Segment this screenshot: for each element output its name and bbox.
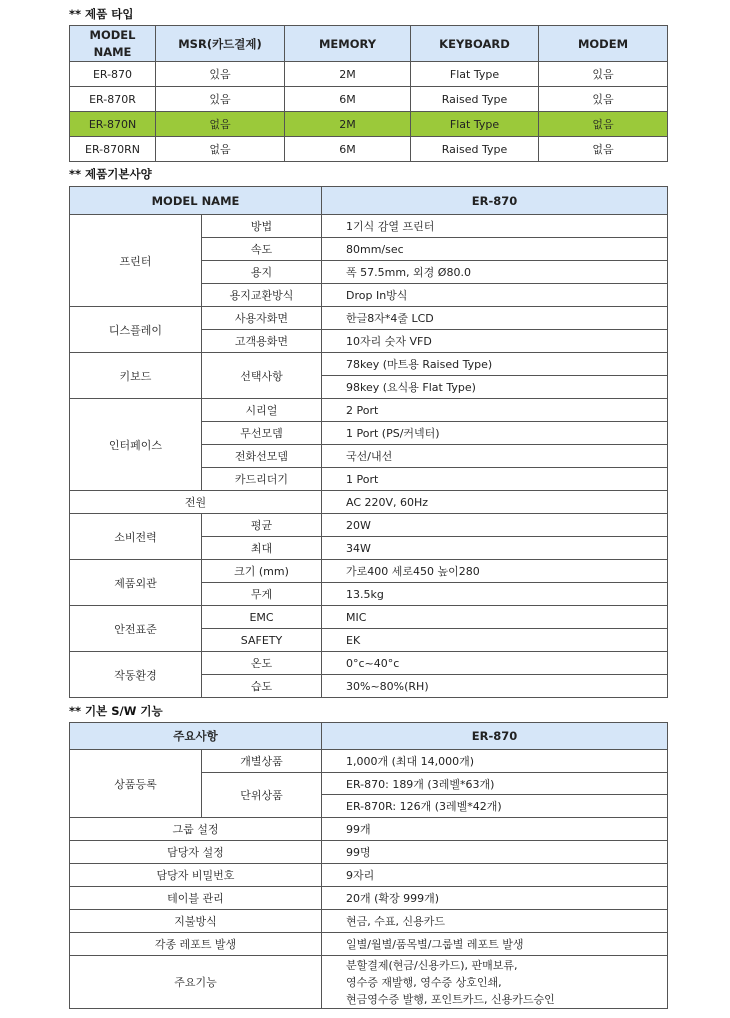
types-header-model-name: MODEL NAME — [70, 26, 156, 62]
types-cell: 없음 — [156, 112, 285, 137]
types-cell: 6M — [285, 137, 411, 162]
spec-sub: 카드리더기 — [202, 468, 322, 491]
spec-value: 국선/내선 — [322, 445, 668, 468]
table-row — [70, 137, 668, 162]
spec-value: EK — [322, 629, 668, 652]
sw-main-function-line: 영수증 재발행, 영수증 상호인쇄, — [346, 975, 502, 989]
spec-sub: 용지 — [202, 261, 322, 284]
types-header-keyboard: KEYBOARD — [411, 26, 539, 62]
spec-value: 1 Port — [322, 468, 668, 491]
sw-main-functions-value — [322, 956, 668, 1009]
types-cell: 있음 — [539, 87, 668, 112]
types-cell: Flat Type — [411, 62, 539, 87]
spec-group-environment: 작동환경 — [70, 652, 202, 698]
spec-sub: 선택사항 — [202, 353, 322, 399]
spec-sub: 습도 — [202, 675, 322, 698]
sw-value: ER-870R: 126개 (3레벨*42개) — [322, 795, 668, 818]
spec-sub: 용지교환방식 — [202, 284, 322, 307]
types-cell: 있음 — [539, 62, 668, 87]
spec-group-display: 디스플레이 — [70, 307, 202, 353]
product-types-table — [69, 25, 668, 162]
sw-label: 테이블 관리 — [70, 887, 322, 910]
spec-sub: 시리얼 — [202, 399, 322, 422]
spec-sub: 사용자화면 — [202, 307, 322, 330]
types-cell: ER-870N — [70, 112, 156, 137]
spec-value: 2 Port — [322, 399, 668, 422]
spec-value: 10자리 숫자 VFD — [322, 330, 668, 353]
spec-sub: EMC — [202, 606, 322, 629]
spec-group-safety: 안전표준 — [70, 606, 202, 652]
types-header-memory: MEMORY — [285, 26, 411, 62]
sw-title: ** 기본 S/W 기능 — [69, 704, 163, 718]
sw-main-function-line: 분할결제(현금/신용카드), 판매보류, — [346, 958, 518, 972]
types-cell: 없음 — [539, 137, 668, 162]
sw-label: 담당자 비밀번호 — [70, 864, 322, 887]
spec-value: AC 220V, 60Hz — [322, 491, 668, 514]
spec-header-model: ER-870 — [322, 187, 668, 215]
spec-header-label: MODEL NAME — [70, 187, 322, 215]
sw-sub: 개별상품 — [202, 750, 322, 773]
spec-title: ** 제품기본사양 — [69, 167, 152, 181]
spec-sub: 전화선모뎀 — [202, 445, 322, 468]
sw-value: 20개 (확장 999개) — [322, 887, 668, 910]
types-cell: 없음 — [539, 112, 668, 137]
types-cell: Flat Type — [411, 112, 539, 137]
spec-value: 80mm/sec — [322, 238, 668, 261]
spec-sub: 온도 — [202, 652, 322, 675]
sw-sub: 단위상품 — [202, 773, 322, 818]
spec-value: 1기식 감열 프린터 — [322, 215, 668, 238]
spec-table — [69, 186, 668, 698]
sw-main-function-line: 현금영수증 발행, 포인트카드, 신용카드승인 — [346, 992, 555, 1006]
spec-group-power: 전원 — [70, 491, 322, 514]
spec-group-printer: 프린터 — [70, 215, 202, 307]
types-header-modem: MODEM — [539, 26, 668, 62]
types-cell: ER-870R — [70, 87, 156, 112]
spec-sub: 무게 — [202, 583, 322, 606]
table-row — [70, 62, 668, 87]
spec-sub: 속도 — [202, 238, 322, 261]
sw-label: 담당자 설정 — [70, 841, 322, 864]
spec-value: 폭 57.5mm, 외경 Ø80.0 — [322, 261, 668, 284]
spec-value: 98key (요식용 Flat Type) — [322, 376, 668, 399]
spec-sub: SAFETY — [202, 629, 322, 652]
types-cell: ER-870 — [70, 62, 156, 87]
sw-value: 1,000개 (최대 14,000개) — [322, 750, 668, 773]
sw-value: 99개 — [322, 818, 668, 841]
types-cell: 없음 — [156, 137, 285, 162]
product-types-title: ** 제품 타입 — [69, 7, 134, 21]
sw-header-label: 주요사항 — [70, 723, 322, 750]
table-row — [70, 87, 668, 112]
spec-group-interface: 인터페이스 — [70, 399, 202, 491]
spec-value: 20W — [322, 514, 668, 537]
table-row-highlighted — [70, 112, 668, 137]
sw-group-main-functions: 주요기능 — [70, 956, 322, 1009]
sw-group-product-reg: 상품등록 — [70, 750, 202, 818]
sw-label: 지불방식 — [70, 910, 322, 933]
spec-value: 13.5kg — [322, 583, 668, 606]
sw-table — [69, 722, 668, 1009]
types-cell: Raised Type — [411, 87, 539, 112]
types-cell: 2M — [285, 62, 411, 87]
spec-value: 34W — [322, 537, 668, 560]
spec-value: 78key (마트용 Raised Type) — [322, 353, 668, 376]
types-cell: 6M — [285, 87, 411, 112]
types-cell: ER-870RN — [70, 137, 156, 162]
spec-value: 0°c~40°c — [322, 652, 668, 675]
spec-sub: 무선모뎀 — [202, 422, 322, 445]
types-header-msr: MSR(카드결제) — [156, 26, 285, 62]
sw-value: ER-870: 189개 (3레벨*63개) — [322, 773, 668, 795]
spec-value: MIC — [322, 606, 668, 629]
spec-value: Drop In방식 — [322, 284, 668, 307]
types-cell: 있음 — [156, 87, 285, 112]
types-cell: Raised Type — [411, 137, 539, 162]
sw-value: 현금, 수표, 신용카드 — [322, 910, 668, 933]
spec-sub: 방법 — [202, 215, 322, 238]
spec-value: 30%~80%(RH) — [322, 675, 668, 698]
spec-group-consumption: 소비전력 — [70, 514, 202, 560]
sw-value: 99명 — [322, 841, 668, 864]
types-cell: 있음 — [156, 62, 285, 87]
types-cell: 2M — [285, 112, 411, 137]
sw-value: 9자리 — [322, 864, 668, 887]
spec-group-keyboard: 키보드 — [70, 353, 202, 399]
spec-value: 가로400 세로450 높이280 — [322, 560, 668, 583]
spec-value: 한글8자*4줄 LCD — [322, 307, 668, 330]
spec-sub: 평균 — [202, 514, 322, 537]
sw-value: 일별/월별/품목별/그룹별 레포트 발생 — [322, 933, 668, 956]
sw-header-model: ER-870 — [322, 723, 668, 750]
spec-sub: 고객용화면 — [202, 330, 322, 353]
sw-label: 각종 레포트 발생 — [70, 933, 322, 956]
spec-value: 1 Port (PS/커넥터) — [322, 422, 668, 445]
spec-sub: 크기 (mm) — [202, 560, 322, 583]
spec-group-exterior: 제품외관 — [70, 560, 202, 606]
sw-label: 그룹 설정 — [70, 818, 322, 841]
spec-sub: 최대 — [202, 537, 322, 560]
